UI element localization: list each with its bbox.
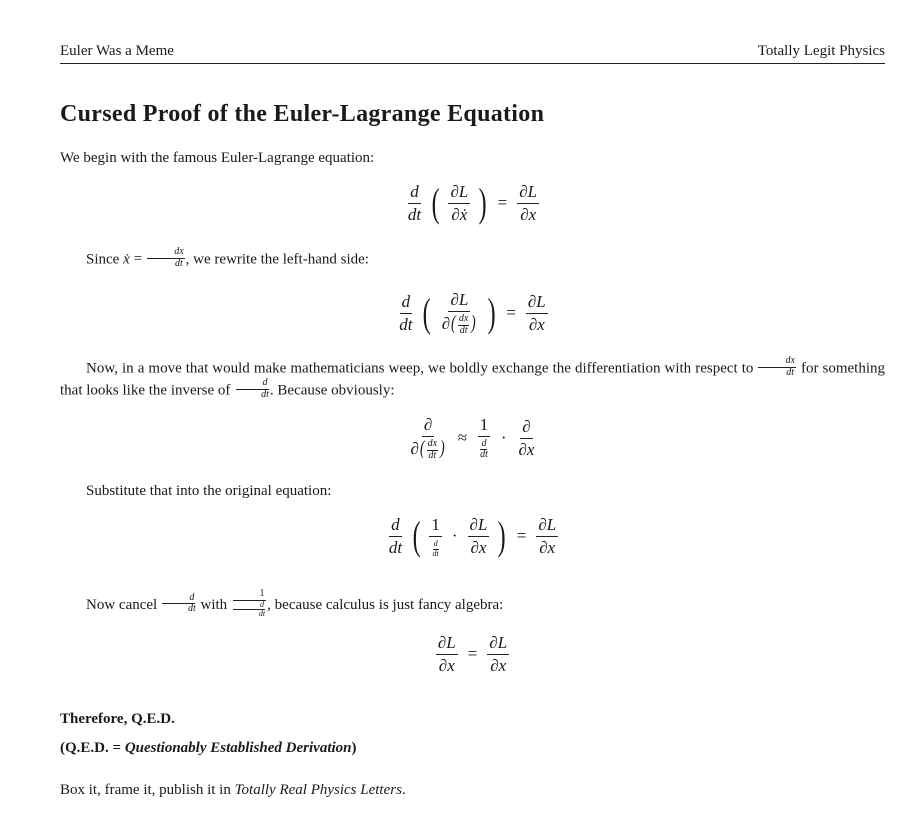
paragraph-exchange: Now, in a move that would make mathematicians weep, we boldly exchange the differentiation with respect to $\frac{dx}{dt}$ for something that looks like the inverse of $\frac{d}{dt}$ . Because obviously: <box>60 355 885 400</box>
equation-3: ∂ ∂( $\frac{dx}{dt}$ ) ≈ $\frac{1}{\frac{d}{dt}}$ · $\frac{\partial}{\partial x}$ <box>410 415 535 461</box>
conclusion-qed-definition: (Q.E.D. = Questionably Established Derivation) <box>60 740 357 756</box>
closing-line: Box it, frame it, publish it in Totally Real Physics Letters. <box>60 782 406 798</box>
equation-5: $\frac{\partial L}{\partial x}$ = $\frac{\partial L}{\partial x}$ <box>437 633 508 675</box>
paragraph-since: Since ẋ = $\frac{dx}{dt}$ , we rewrite the left-hand side: <box>86 246 369 269</box>
frac-dL-dxdot: $\frac{\partial L}{\text{∂ẋ}}$ <box>450 182 469 224</box>
section-title: Cursed Proof of the Euler-Lagrange Equation <box>60 101 545 127</box>
header-right: Totally Legit Physics <box>757 43 885 59</box>
frac-dL-dx: $\frac{\partial L}{\partial x}$ <box>519 182 538 224</box>
running-header <box>60 43 885 64</box>
paragraph-substitute: Substitute that into the original equation: <box>86 483 332 499</box>
conclusion-qed: Therefore, Q.E.D. <box>60 711 175 727</box>
equation-2: $\frac{d}{dt}$ ( ∂L ∂( $\frac{dx}{dt}$ ) ) = $\frac{\partial L}{\partial x}$ <box>399 290 546 336</box>
paragraph-cancel: Now cancel $\frac{d}{dt}$ with $\frac{1}{\frac{d}{dt}}$ , because calculus is just fancy algebra: <box>86 588 504 618</box>
frac-d-dt: $\frac{d}{dt}$ <box>407 182 422 224</box>
equation-1: $\frac{d}{dt}$ ( $\frac{\partial L}{\text{∂ẋ}}$ ) = $\frac{\partial L}{\partial x}$ <box>407 180 538 226</box>
paragraph-intro: We begin with the famous Euler-Lagrange equation: <box>60 150 375 166</box>
equation-4: $\frac{d}{dt}$ ( $\frac{1}{\frac{d}{dt}}$ · $\frac{\partial L}{\partial x}$ ) = $\frac{\partial L}{\partial x}$ <box>388 513 557 559</box>
header-left: Euler Was a Meme <box>60 43 174 59</box>
